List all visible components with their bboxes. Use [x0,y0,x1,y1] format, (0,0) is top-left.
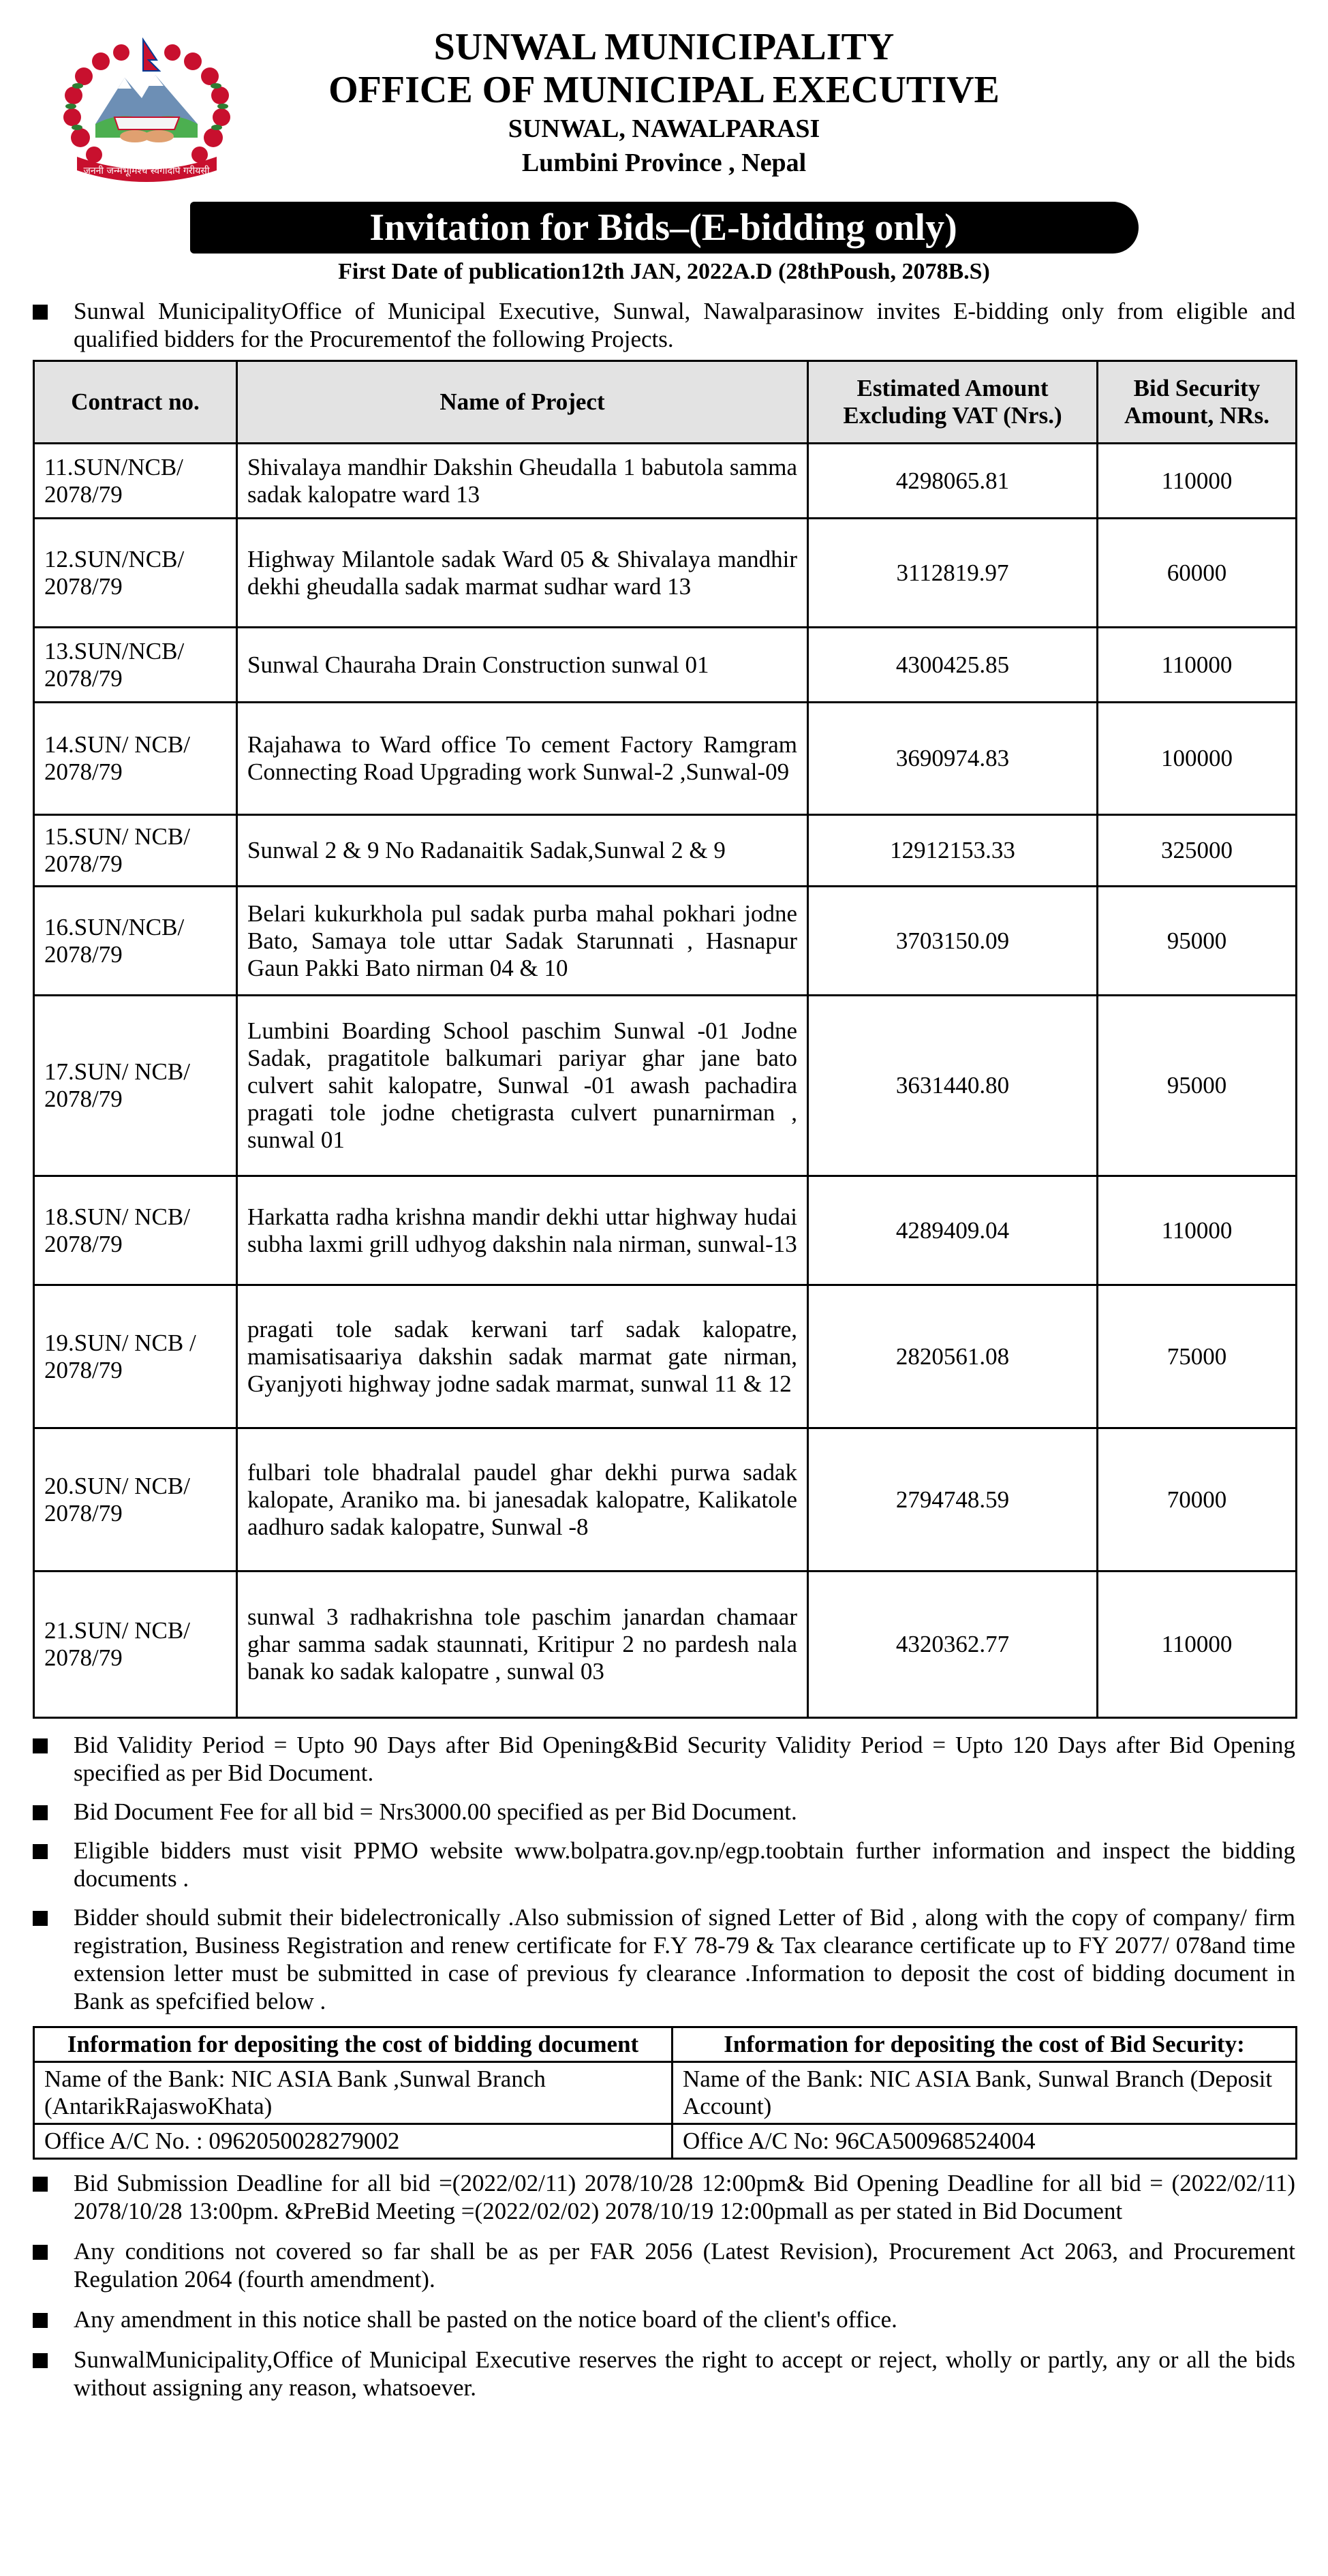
contract-no: 16.SUN/NCB/ 2078/79 [34,887,237,996]
bid-security: 110000 [1098,1571,1297,1718]
table-row [34,815,1297,887]
estimated-amount: 4320362.77 [808,1571,1098,1718]
bank-name-document: Name of the Bank: NIC ASIA Bank ,Sunwal Branch (AntarikRajaswoKhata) [34,2062,673,2124]
bid-security: 60000 [1098,519,1297,628]
table-row [34,628,1297,703]
table-row [34,703,1297,815]
projects-table [33,360,1297,1719]
account-no-security: Office A/C No: 96CA500968524004 [673,2124,1297,2159]
invitation-banner: Invitation for Bids–(E-bidding only) [190,202,1139,254]
bank-header-row [34,2027,1297,2062]
estimated-amount: 4289409.04 [808,1176,1098,1285]
table-header-row [34,361,1297,444]
contract-no: 15.SUN/ NCB/ 2078/79 [34,815,237,887]
bid-security: 110000 [1098,628,1297,703]
contract-no: 19.SUN/ NCB / 2078/79 [34,1285,237,1428]
estimated-amount: 2794748.59 [808,1428,1098,1571]
bid-security: 95000 [1098,887,1297,996]
note-rights-reserved: SunwalMunicipality,Office of Municipal Executive reserves the right to accept or reject, wholly or partly, any or all the bids without assigning any reason, whatsoever. [33,2346,1295,2402]
office-name: OFFICE OF MUNICIPAL EXECUTIVE [328,69,1000,111]
emblem-motto: जननी जन्मभूमिश्च स्वर्गादपि गरीयसी [83,166,210,177]
contract-no: 18.SUN/ NCB/ 2078/79 [34,1176,237,1285]
project-name: Lumbini Boarding School paschim Sunwal -01 Jodne Sadak, pragatitole balkumari pariyar ghar jane bato culvert sahit kalopatre, Sunwal -01 awash pachadira pragati tole jodne chetigrasta culvert punarnirman , sunwal 01 [237,996,808,1176]
note-document-fee: Bid Document Fee for all bid = Nrs3000.00 specified as per Bid Document. [33,1798,1295,1826]
header [33,0,1295,198]
header-text [33,26,1295,180]
project-name: fulbari tole bhadralal paudel ghar dekhi purwa sadak kalopate, Araniko ma. bi janesadak kalopatre, Kalikatole aadhuro sadak kalopatre, Sunwal -8 [237,1428,808,1571]
table-row [34,444,1297,519]
note-amendment: Any amendment in this notice shall be pasted on the notice board of the client's office. [33,2305,1295,2333]
bid-security: 70000 [1098,1428,1297,1571]
col-header-name: Name of Project [237,361,808,444]
estimated-amount: 3703150.09 [808,887,1098,996]
table-row [34,1285,1297,1428]
banner-wrap [33,202,1295,254]
project-name: Sunwal 2 & 9 No Radanaitik Sadak,Sunwal 2 & 9 [237,815,808,887]
bid-security: 100000 [1098,703,1297,815]
estimated-amount: 4298065.81 [808,444,1098,519]
estimated-amount: 3690974.83 [808,703,1098,815]
bid-security: 110000 [1098,1176,1297,1285]
bid-security: 95000 [1098,996,1297,1176]
note-ppmo-website: Eligible bidders must visit PPMO website www.bolpatra.gov.np/egp.toobtain further information and inspect the bidding documents . [33,1837,1295,1892]
note-deadline: Bid Submission Deadline for all bid =(2022/02/11) 2078/10/28 12:00pm& Bid Opening Deadline for all bid = (2022/02/11) 2078/10/28 13:00pm. &PreBid Meeting =(2022/02/02) 2078/10/19 12:00pmall as per stated in Bid Document [33,2169,1295,2225]
bank-header-security: Information for depositing the cost of Bid Security: [673,2027,1297,2062]
office-location: SUNWAL, NAWALPARASI [508,114,820,143]
contract-no: 17.SUN/ NCB/ 2078/79 [34,996,237,1176]
bid-security: 110000 [1098,444,1297,519]
note-bid-validity: Bid Validity Period = Upto 90 Days after Bid Opening&Bid Security Validity Period = Upto 120 Days after Bid Opening specified as per Bid Document. [33,1731,1295,1787]
table-row [34,996,1297,1176]
contract-no: 14.SUN/ NCB/ 2078/79 [34,703,237,815]
publication-date: First Date of publication12th JAN, 2022A.D (28thPoush, 2078B.S) [338,259,990,284]
estimated-amount: 3112819.97 [808,519,1098,628]
contract-no: 20.SUN/ NCB/ 2078/79 [34,1428,237,1571]
col-header-security: Bid Security Amount, NRs. [1098,361,1297,444]
table-row [34,1428,1297,1571]
project-name: Rajahawa to Ward office To cement Factory Ramgram Connecting Road Upgrading work Sunwal-2 ,Sunwal-09 [237,703,808,815]
contract-no: 11.SUN/NCB/ 2078/79 [34,444,237,519]
estimated-amount: 2820561.08 [808,1285,1098,1428]
account-no-document: Office A/C No. : 0962050028279002 [34,2124,673,2159]
final-notes-list [33,2169,1295,2402]
bank-name-security: Name of the Bank: NIC ASIA Bank, Sunwal Branch (Deposit Account) [673,2062,1297,2124]
note-conditions: Any conditions not covered so far shall be as per FAR 2056 (Latest Revision), Procurement Act 2063, and Procurement Regulation 2064 (fourth amendment). [33,2237,1295,2293]
bid-security: 75000 [1098,1285,1297,1428]
contract-no: 13.SUN/NCB/ 2078/79 [34,628,237,703]
intro-paragraph: Sunwal MunicipalityOffice of Municipal Executive, Sunwal, Nawalparasinow invites E-bidding only from eligible and qualified bidders for the Procurementof the following Projects. [33,297,1295,353]
bank-header-document: Information for depositing the cost of bidding document [34,2027,673,2062]
note-submission-docs: Bidder should submit their bidelectronically .Also submission of signed Letter of Bid , along with the copy of company/ firm registration, Business Registration and renew certificate for F.Y 78-79 & Tax clearance certificate up to FY 2077/ 078and time extension letter must be submitted in case of previous fy clearance .Information to deposit the cost of bidding document in Bank as spefcified below . [33,1903,1295,2015]
table-row [34,1176,1297,1285]
bank-name-row [34,2062,1297,2124]
bank-info-table [33,2026,1297,2160]
bank-account-row [34,2124,1297,2159]
project-name: Highway Milantole sadak Ward 05 & Shivalaya mandhir dekhi gheudalla sadak marmat sudhar ward 13 [237,519,808,628]
contract-no: 21.SUN/ NCB/ 2078/79 [34,1571,237,1718]
table-row [34,1571,1297,1718]
contract-no: 12.SUN/NCB/ 2078/79 [34,519,237,628]
project-name: Sunwal Chauraha Drain Construction sunwal 01 [237,628,808,703]
col-header-amount: Estimated Amount Excluding VAT (Nrs.) [808,361,1098,444]
bid-security: 325000 [1098,815,1297,887]
col-header-contract: Contract no. [34,361,237,444]
estimated-amount: 12912153.33 [808,815,1098,887]
estimated-amount: 3631440.80 [808,996,1098,1176]
notes-list [33,1731,1295,2015]
project-name: Belari kukurkhola pul sadak purba mahal pokhari jodne Bato, Samaya tole uttar Sadak Starunnati , Hasnapur Gaun Pakki Bato nirman 04 & 10 [237,887,808,996]
table-row [34,519,1297,628]
project-name: sunwal 3 radhakrishna tole paschim janardan chamaar ghar samma sadak staunnati, Kritipur 2 no pardesh nala banak ko sadak kalopatre , sunwal 03 [237,1571,808,1718]
municipality-name: SUNWAL MUNICIPALITY [433,26,895,68]
table-row [34,887,1297,996]
project-name: Shivalaya mandhir Dakshin Gheudalla 1 babutola samma sadak kalopatre ward 13 [237,444,808,519]
province-name: Lumbini Province , Nepal [521,149,807,177]
project-name: pragati tole sadak kerwani tarf sadak kalopatre, mamisatisaariya dakshin sadak marmat gate nirman, Gyanjyoti highway jodne sadak marmat, sunwal 11 & 12 [237,1285,808,1428]
project-name: Harkatta radha krishna mandir dekhi uttar highway hudai subha laxmi grill udhyog dakshin nala nirman, sunwal-13 [237,1176,808,1285]
estimated-amount: 4300425.85 [808,628,1098,703]
